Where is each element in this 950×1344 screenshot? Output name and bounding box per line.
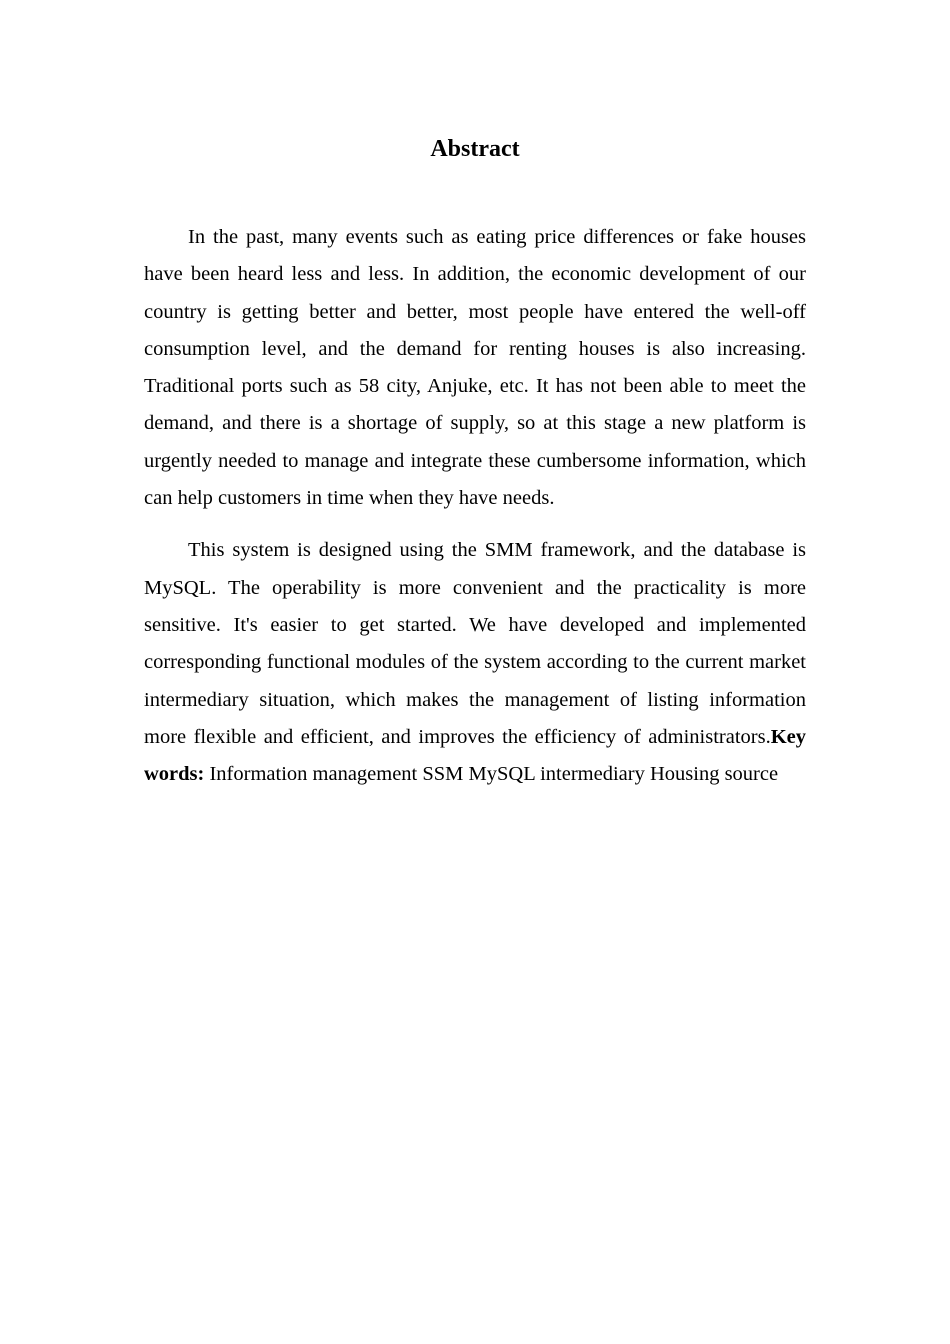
keywords-label: Key words: [144, 725, 806, 786]
abstract-body [144, 219, 806, 808]
abstract-paragraph-2-text: This system is designed using the SMM framework, and the database is MySQL. The operability is more convenient and the practicality is more sensitive. It's easier to get started. We have developed and implemented corresponding functional modules of the system according to the current market intermediary situation, which makes the management of listing information more flexible and efficient, and improves the efficiency of administrators. [144, 539, 806, 748]
abstract-paragraph-1: In the past, many events such as eating price differences or fake houses have been heard less and less. In addition, the economic development of our country is getting better and better, most people have entered the well-off consumption level, and the demand for renting houses is also increasing. Traditional ports such as 58 city, Anjuke, etc. It has not been able to meet the demand, and there is a shortage of supply, so at this stage a new platform is urgently needed to manage and integrate these cumbersome information, which can help customers in time when they have needs. [144, 226, 806, 510]
keywords-list: Information management SSM MySQL intermediary Housing source [204, 763, 779, 786]
abstract-paragraph-2 [144, 532, 806, 793]
abstract-title: Abstract [430, 136, 520, 162]
